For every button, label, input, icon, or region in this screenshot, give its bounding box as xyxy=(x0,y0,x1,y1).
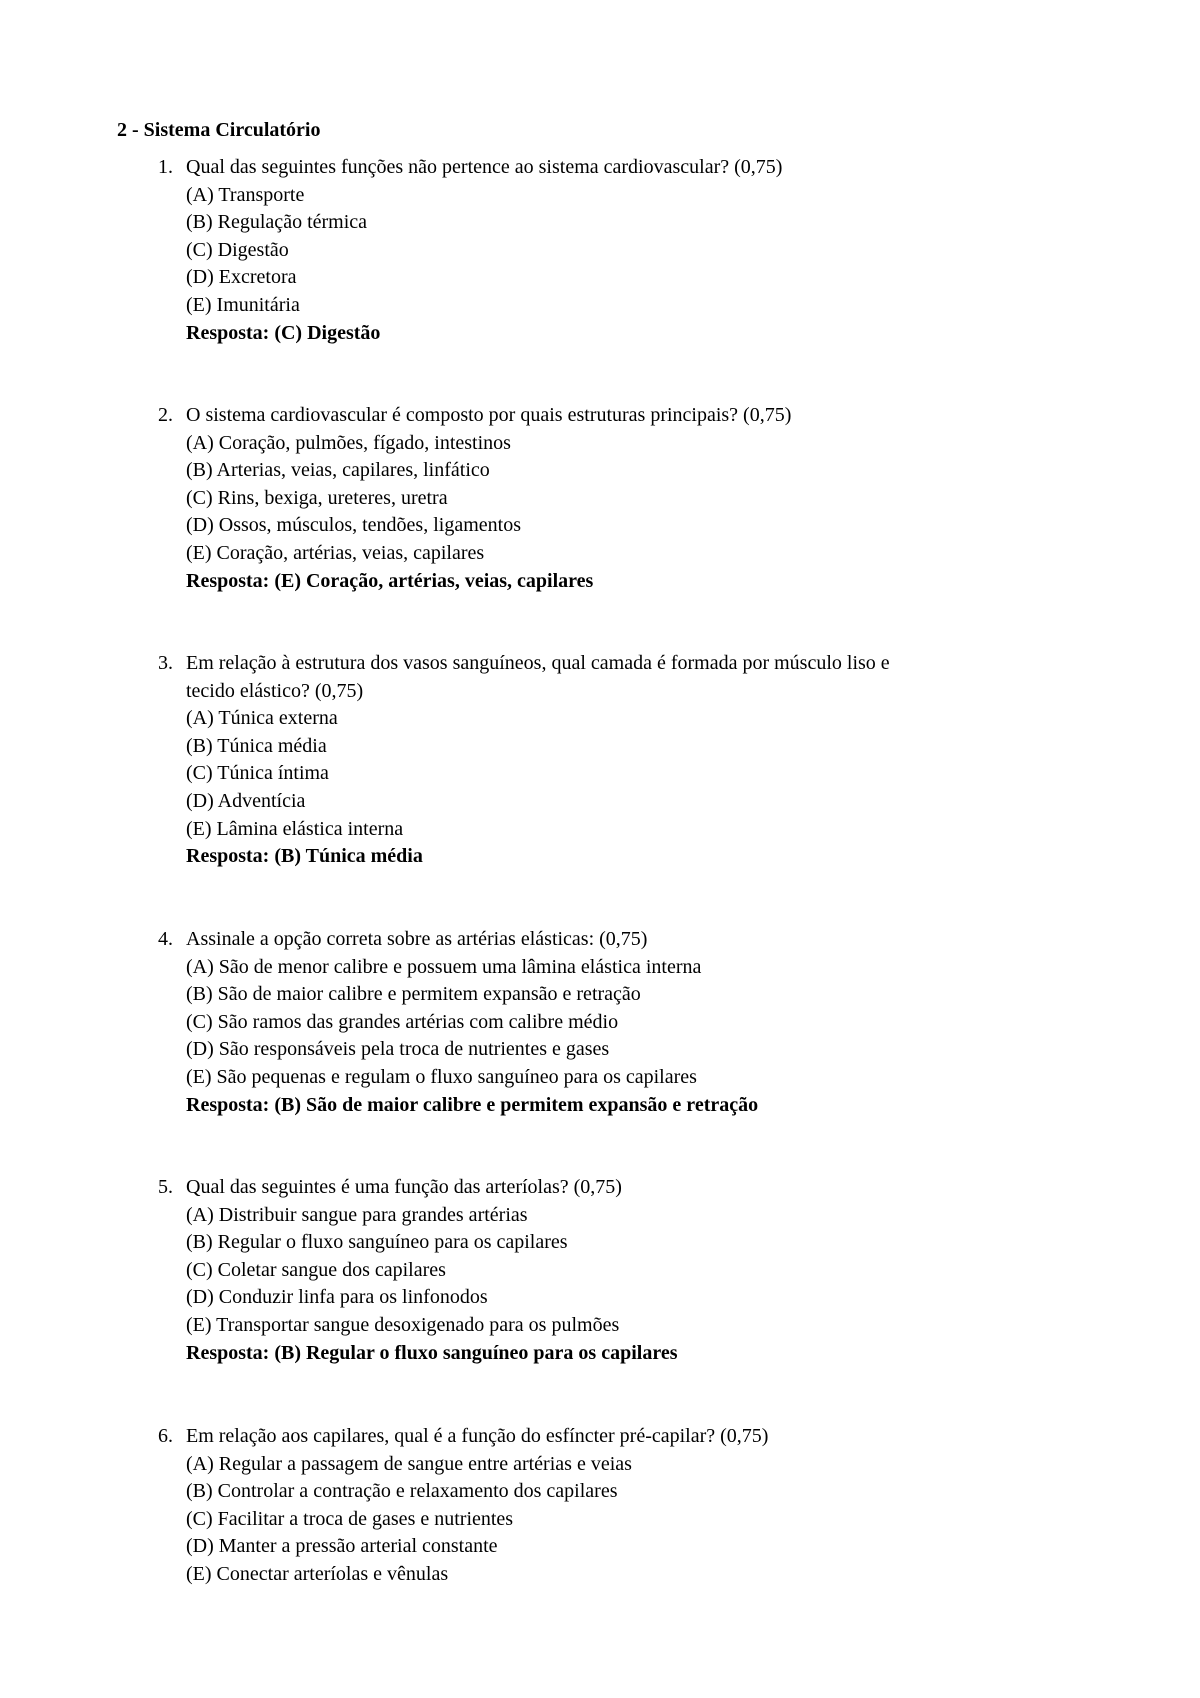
option-c: (C) Túnica íntima xyxy=(186,762,329,785)
option-b: (B) Regulação térmica xyxy=(186,211,368,234)
section-title: 2 - Sistema Circulatório xyxy=(117,119,321,141)
option-e: (E) Transportar sangue desoxigenado para os pulmões xyxy=(186,1313,620,1336)
question-number: 5. xyxy=(158,1176,173,1198)
option-d: (D) Ossos, músculos, tendões, ligamentos xyxy=(186,514,521,537)
option-d: (D) Conduzir linfa para os linfonodos xyxy=(186,1286,488,1309)
answer: Resposta: (B) Regular o fluxo sanguíneo para os capilares xyxy=(186,1341,678,1364)
option-a: (A) Transporte xyxy=(186,183,305,206)
option-c: (C) Facilitar a troca de gases e nutrientes xyxy=(186,1507,514,1530)
question-text: Assinale a opção correta sobre as artérias elásticas: (0,75) xyxy=(186,928,648,950)
option-b: (B) São de maior calibre e permitem expansão e retração xyxy=(186,983,641,1006)
question-number: 4. xyxy=(158,928,173,950)
answer: Resposta: (C) Digestão xyxy=(186,321,381,344)
option-a: (A) São de menor calibre e possuem uma lâmina elástica interna xyxy=(186,955,702,978)
option-e: (E) Lâmina elástica interna xyxy=(186,817,404,840)
answer: Resposta: (B) São de maior calibre e permitem expansão e retração xyxy=(186,1093,759,1116)
option-a: (A) Distribuir sangue para grandes artérias xyxy=(186,1203,528,1226)
option-e: (E) São pequenas e regulam o fluxo sanguíneo para os capilares xyxy=(186,1065,697,1088)
option-c: (C) Rins, bexiga, ureteres, uretra xyxy=(186,486,448,509)
question-text-line xyxy=(158,926,1058,954)
question-text: Qual das seguintes é uma função das arteríolas? (0,75) xyxy=(186,1176,622,1198)
option-a: (A) Coração, pulmões, fígado, intestinos xyxy=(186,431,511,454)
option-a: (A) Regular a passagem de sangue entre artérias e veias xyxy=(186,1452,632,1475)
question-text-line xyxy=(158,154,1058,182)
question-number: 2. xyxy=(158,404,173,426)
question-number: 3. xyxy=(158,652,173,674)
question-4 xyxy=(158,926,1058,1119)
option-b: (B) Arterias, veias, capilares, linfático xyxy=(186,459,490,482)
question-text-line xyxy=(158,1423,1058,1451)
question-2 xyxy=(158,402,1058,595)
answer: Resposta: (B) Túnica média xyxy=(186,845,423,868)
option-d: (D) São responsáveis pela troca de nutrientes e gases xyxy=(186,1038,610,1061)
question-1 xyxy=(158,154,1058,347)
option-d: (D) Excretora xyxy=(186,266,297,289)
option-e: (E) Conectar arteríolas e vênulas xyxy=(186,1562,449,1585)
option-c: (C) Digestão xyxy=(186,238,289,261)
question-number: 6. xyxy=(158,1425,173,1447)
option-e: (E) Imunitária xyxy=(186,293,300,316)
question-5 xyxy=(158,1174,1058,1367)
option-b: (B) Túnica média xyxy=(186,734,327,757)
option-d: (D) Adventícia xyxy=(186,789,306,812)
question-text-continuation: tecido elástico? (0,75) xyxy=(186,679,364,702)
option-c: (C) São ramos das grandes artérias com calibre médio xyxy=(186,1010,619,1033)
question-3 xyxy=(158,650,1058,871)
question-text-line xyxy=(158,402,1058,430)
question-text-line xyxy=(158,1174,1058,1202)
option-b: (B) Regular o fluxo sanguíneo para os capilares xyxy=(186,1231,568,1254)
option-a: (A) Túnica externa xyxy=(186,707,338,730)
option-d: (D) Manter a pressão arterial constante xyxy=(186,1535,498,1558)
question-text: Qual das seguintes funções não pertence ao sistema cardiovascular? (0,75) xyxy=(186,156,783,178)
option-c: (C) Coletar sangue dos capilares xyxy=(186,1258,446,1281)
question-text: Em relação aos capilares, qual é a função do esfíncter pré-capilar? (0,75) xyxy=(186,1425,769,1447)
answer: Resposta: (E) Coração, artérias, veias, capilares xyxy=(186,569,594,592)
question-6 xyxy=(158,1423,1058,1589)
option-b: (B) Controlar a contração e relaxamento dos capilares xyxy=(186,1480,618,1503)
question-text: Em relação à estrutura dos vasos sanguíneos, qual camada é formada por músculo liso e xyxy=(186,652,890,674)
question-text-line xyxy=(158,650,1058,678)
question-number: 1. xyxy=(158,156,173,178)
question-text: O sistema cardiovascular é composto por quais estruturas principais? (0,75) xyxy=(186,404,792,426)
option-e: (E) Coração, artérias, veias, capilares xyxy=(186,541,485,564)
